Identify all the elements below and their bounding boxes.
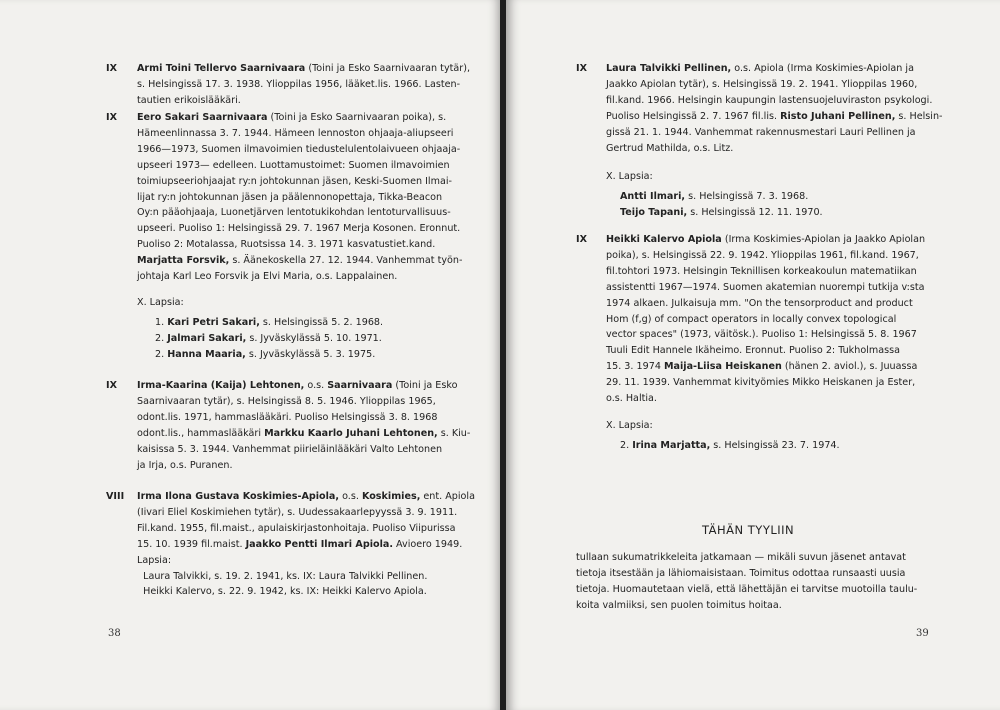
- children-label: X. Lapsia:: [606, 420, 653, 431]
- bold-name: Irma-Kaarina (Kaija) Lehtonen,: [137, 380, 305, 391]
- entry-line: [606, 109, 943, 125]
- line-text: 2.: [620, 439, 633, 451]
- entry-line: [137, 521, 457, 537]
- line-text: (Toini ja Esko Saarnivaaran tytär),: [305, 63, 470, 74]
- line-text: Hämeenlinnassa 3. 7. 1944. Hämeen lennoston ohjaaja-aliupseeri: [137, 127, 454, 139]
- line-text: s. Helsingissä 23. 7. 1974.: [710, 439, 840, 451]
- entry-line: [137, 426, 471, 442]
- entry-line: [137, 553, 457, 569]
- bold-name: Kari Petri Sakari,: [167, 316, 260, 328]
- entry-line: [137, 61, 470, 77]
- generation-numeral: IX: [106, 63, 117, 74]
- line-text: Avioero 1949.: [392, 538, 463, 550]
- entry-line: [620, 189, 926, 205]
- entry-line: [137, 394, 457, 410]
- line-text: Lapsia:: [137, 554, 172, 566]
- entry-line: [606, 280, 926, 296]
- entry-line: [606, 296, 926, 312]
- bold-name: Irina Marjatta,: [632, 439, 711, 451]
- line-text: tautien erikoislääkäri.: [137, 94, 241, 106]
- closing-line: tullaan sukumatrikkeleita jatkamaan — mikäli suvun jäsenet antavat: [576, 552, 906, 563]
- entry-text: [620, 438, 926, 454]
- bold-name: Eero Sakari Saarnivaara: [137, 112, 268, 123]
- line-text: lijat ry:n johtokunnan jäsen ja päälennonopettaja, Tikka-Beacon: [137, 191, 443, 203]
- line-text: (Toini ja Esko: [392, 380, 458, 391]
- page-number-left: 38: [108, 628, 121, 639]
- entry-line: [606, 264, 926, 280]
- entry-line: [155, 331, 457, 347]
- closing-line: tietoja itsestään ja lähiomaisistaan. Toimitus odottaa runsaasti uusia: [576, 567, 906, 579]
- entry-line: [606, 248, 926, 264]
- line-text: johtaja Karl Leo Forsvik ja Elvi Maria, o.s. Lappalainen.: [137, 271, 398, 283]
- line-text: toimiupseeriohjaajat ry:n johtokunnan jäsen, Keski-Suomen Ilmai-: [137, 175, 452, 187]
- line-text: Laura Talvikki, s. 19. 2. 1941, ks. IX: Laura Talvikki Pellinen.: [137, 570, 428, 582]
- line-text: 1966—1973, Suomen ilmavoimien tiedustelulentolaivueen ohjaaja-: [137, 143, 461, 155]
- entry-line: [137, 93, 457, 109]
- children-label: X. Lapsia:: [137, 297, 184, 308]
- bold-name: Saarnivaara: [327, 380, 393, 391]
- line-text: Puoliso 2: Motalassa, Ruotsissa 14. 3. 1971 kasvatustiet.kand.: [137, 239, 436, 251]
- entry-line: [606, 61, 926, 77]
- entry-line: [606, 93, 933, 109]
- line-text: kaisissa 5. 3. 1944. Vanhemmat piirieläinlääkäri Valto Lehtonen: [137, 443, 443, 455]
- entry-line: [606, 77, 926, 93]
- entry-text: [137, 378, 471, 473]
- entry-text: [620, 189, 926, 221]
- line-text: upseeri. Puoliso 1: Helsingissä 29. 7. 1967 Merja Kosonen. Eronnut.: [137, 223, 461, 235]
- entry-line: [137, 584, 457, 600]
- entry-line: [137, 110, 457, 126]
- entry-line: [137, 142, 461, 158]
- line-text: ent. Apiola: [420, 491, 475, 502]
- closing-line: koita valmiiksi, sen puolen toimitus hoitaa.: [576, 599, 782, 611]
- line-text: Oy:n pääohjaaja, Luonetjärven lentotukikohdan lentoturvallisuus-: [137, 207, 451, 219]
- line-text: o.s. Haltia.: [606, 393, 657, 405]
- bold-name: Antti Ilmari,: [620, 190, 686, 202]
- entry-line: [137, 158, 457, 174]
- line-text: s. Jyväskylässä 5. 10. 1971.: [246, 332, 382, 344]
- bold-name: Markku Kaarlo Juhani Lehtonen,: [264, 427, 438, 439]
- entry-line: [606, 125, 926, 141]
- bold-name: Marjatta Forsvik,: [137, 255, 230, 267]
- entry-line: [137, 269, 457, 285]
- right-page: [506, 0, 1000, 710]
- line-text: Saarnivaaran tytär), s. Helsingissä 8. 5. 1946. Ylioppilas 1965,: [137, 395, 436, 407]
- bold-name: Koskimies,: [361, 491, 421, 502]
- line-text: Heikki Kalervo, s. 22. 9. 1942, ks. IX: Heikki Kalervo Apiola.: [137, 586, 427, 598]
- entry-line: [137, 221, 461, 237]
- bold-name: Teijo Tapani,: [620, 206, 688, 218]
- line-text: Jaakko Apiolan tytär), s. Helsingissä 19. 2. 1941. Ylioppilas 1960,: [606, 78, 918, 90]
- entry-line: [137, 77, 461, 93]
- line-text: s. Helsingissä 17. 3. 1938. Ylioppilas 1956, lääket.lis. 1966. Lasten-: [137, 78, 461, 90]
- entry-line: [137, 378, 457, 394]
- generation-numeral: IX: [106, 112, 117, 123]
- bold-name: Maija-Liisa Heiskanen: [663, 361, 782, 373]
- line-text: (hänen 2. aviol.), s. Juuassa: [781, 361, 918, 373]
- line-text: s. Kiu-: [437, 427, 471, 439]
- line-text: (Toini ja Esko Saarnivaaran poika), s.: [267, 112, 447, 123]
- entry-line: [606, 232, 926, 248]
- entry-line: [137, 505, 457, 521]
- entry-text: [155, 315, 457, 363]
- line-text: o.s.: [304, 380, 328, 391]
- generation-numeral: IX: [576, 63, 587, 74]
- line-text: fil.tohtori 1973. Helsingin Teknillisen korkeakoulun matematiikan: [606, 265, 917, 277]
- children-label: X. Lapsia:: [606, 171, 653, 182]
- line-text: Tuuli Edit Hannele Ikäheimo. Eronnut. Puoliso 2: Tukholmassa: [606, 345, 900, 357]
- bold-name: Heikki Kalervo Apiola: [606, 234, 722, 245]
- entry-line: [155, 315, 457, 331]
- entry-line: [137, 126, 457, 142]
- generation-numeral: VIII: [106, 491, 125, 502]
- line-text: ja Irja, o.s. Puranen.: [137, 459, 233, 471]
- bold-name: Irma Ilona Gustava Koskimies-Apiola,: [137, 491, 340, 502]
- line-text: gissä 21. 1. 1944. Vanhemmat rakennusmestari Lauri Pellinen ja: [606, 126, 916, 138]
- entry-text: [137, 110, 463, 285]
- line-text: Fil.kand. 1955, fil.maist., apulaiskirjastonhoitaja. Puoliso Viipurissa: [137, 522, 456, 534]
- line-text: 29. 11. 1939. Vanhemmat kivityömies Mikko Heiskanen ja Ester,: [606, 377, 916, 389]
- line-text: s. Äänekoskella 27. 12. 1944. Vanhemmat työn-: [229, 255, 463, 267]
- entry-text: [137, 61, 470, 109]
- line-text: 2.: [155, 332, 168, 344]
- bold-name: Jalmari Sakari,: [167, 332, 247, 344]
- line-text: poika), s. Helsingissä 22. 9. 1942. Ylioppilas 1961, fil.kand. 1967,: [606, 249, 919, 261]
- entry-text: [137, 489, 475, 600]
- generation-numeral: IX: [576, 234, 587, 245]
- line-text: Hom (f,g) of compact operators in locally convex topological: [606, 313, 897, 325]
- line-text: upseeri 1973— edelleen. Luottamustoimet: Suomen ilmavoimien: [137, 159, 450, 171]
- entry-line: [606, 391, 926, 407]
- page-number-right: 39: [916, 628, 929, 639]
- line-text: 2.: [155, 348, 168, 360]
- closing-paragraph: [576, 550, 928, 614]
- entry-line: [606, 312, 926, 328]
- bold-name: Armi Toini Tellervo Saarnivaara: [137, 63, 306, 74]
- line-text: fil.kand. 1966. Helsingin kaupungin lastensuojeluviraston psykologi.: [606, 94, 933, 106]
- entry-line: [137, 442, 457, 458]
- line-text: s. Jyväskylässä 5. 3. 1975.: [245, 348, 376, 360]
- line-text: s. Helsingissä 7. 3. 1968.: [685, 190, 809, 202]
- line-text: odont.lis. 1971, hammaslääkäri. Puoliso Helsingissä 3. 8. 1968: [137, 411, 438, 423]
- closing-heading: TÄHÄN TYYLIIN: [702, 523, 795, 537]
- line-text: o.s.: [339, 491, 362, 502]
- bold-name: Risto Juhani Pellinen,: [780, 110, 896, 122]
- line-text: s. Helsin-: [895, 110, 943, 122]
- entry-line: [137, 569, 457, 585]
- line-text: odont.lis., hammaslääkäri: [137, 427, 265, 439]
- bold-name: Jaakko Pentti Ilmari Apiola.: [245, 538, 393, 550]
- line-text: s. Helsingissä 5. 2. 1968.: [259, 316, 384, 328]
- entry-line: [155, 347, 457, 363]
- entry-text: [606, 61, 943, 156]
- line-text: (Iivari Eliel Koskimiehen tytär), s. Uudessakaarlepyyssä 3. 9. 1911.: [137, 506, 458, 518]
- entry-line: [606, 327, 926, 343]
- entry-text: [606, 232, 926, 407]
- entry-line: [620, 438, 926, 454]
- line-text: Gertrud Mathilda, o.s. Litz.: [606, 142, 734, 154]
- entry-line: [606, 359, 926, 375]
- line-text: 1.: [155, 316, 168, 328]
- entry-line: [137, 205, 457, 221]
- entry-line: [606, 343, 926, 359]
- closing-line: tietoja. Huomautetaan vielä, että lähettäjän ei tarvitse muotoilla taulu-: [576, 583, 918, 595]
- line-text: 15. 3. 1974: [606, 361, 664, 373]
- bold-name: Hanna Maaria,: [167, 348, 246, 360]
- entry-line: [137, 253, 463, 269]
- entry-line: [620, 205, 926, 221]
- entry-line: [137, 537, 463, 553]
- line-text: o.s. Apiola (Irma Koskimies-Apiolan ja: [731, 63, 914, 74]
- entry-line: [137, 237, 457, 253]
- entry-line: [137, 410, 457, 426]
- line-text: 15. 10. 1939 fil.maist.: [137, 538, 246, 550]
- line-text: (Irma Koskimies-Apiolan ja Jaakko Apiolan: [721, 234, 926, 245]
- line-text: assistentti 1967—1974. Suomen akatemian nuorempi tutkija v:sta: [606, 281, 925, 293]
- generation-numeral: IX: [106, 380, 117, 391]
- line-text: Puoliso Helsingissä 2. 7. 1967 fil.lis.: [606, 110, 781, 122]
- entry-line: [606, 141, 926, 157]
- entry-line: [606, 375, 926, 391]
- line-text: 1974 alkaen. Julkaisuja mm. "On the tensorproduct and product: [606, 297, 913, 309]
- entry-line: [137, 458, 457, 474]
- line-text: vector spaces" (1973, väitösk.). Puoliso 1: Helsingissä 5. 8. 1967: [606, 329, 917, 341]
- bold-name: Laura Talvikki Pellinen,: [606, 63, 732, 74]
- line-text: s. Helsingissä 12. 11. 1970.: [687, 206, 823, 218]
- entry-line: [137, 489, 475, 505]
- entry-line: [137, 190, 457, 206]
- entry-line: [137, 174, 457, 190]
